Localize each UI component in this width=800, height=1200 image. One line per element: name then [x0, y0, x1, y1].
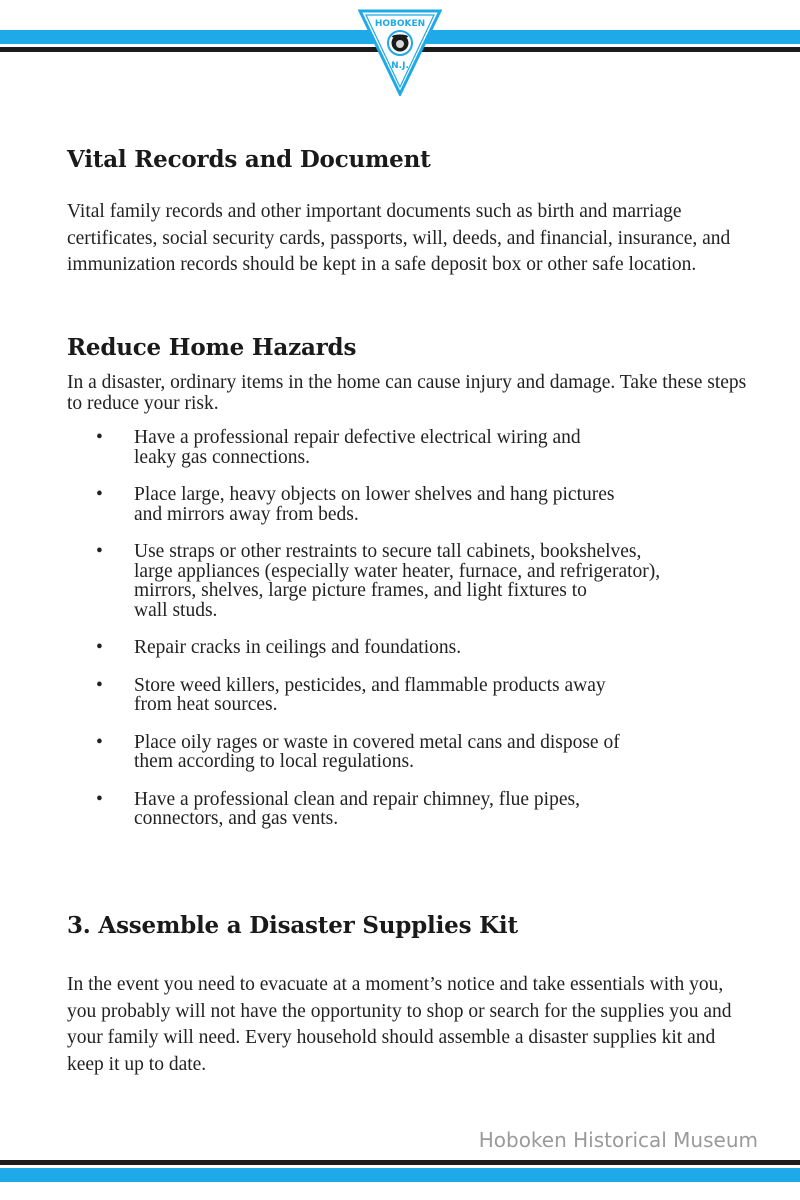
list-item-line: them according to local regulations. [134, 751, 414, 772]
bottom-blue-stripe [0, 1168, 800, 1182]
list-item-line: large appliances (especially water heater, furnace, and refrigerator), [134, 560, 661, 582]
list-item-line: mirrors, shelves, large picture frames, and light fixtures to [134, 580, 587, 601]
home-hazards-heading: Reduce Home Hazards [67, 334, 357, 361]
bottom-dark-stripe [0, 1160, 800, 1165]
bullet-icon: • [96, 788, 103, 810]
list-item-line: Place large, heavy objects on lower shelves and hang pictures [134, 484, 615, 505]
list-item-line: Have a professional clean and repair chimney, flue pipes, [134, 788, 580, 810]
bullet-icon: • [96, 427, 103, 448]
museum-watermark: Hoboken Historical Museum [478, 1128, 758, 1152]
logo-top-text: HOBOKEN [374, 19, 426, 29]
supplies-kit-paragraph: In the event you need to evacuate at a moment’s notice and take essentials with you, you probably will not have the opportunity to shop or search for the supplies you and your family will need. Every household should assemble a disaster supplies kit and keep it up to date. [67, 974, 732, 1075]
list-item-line: Repair cracks in ceilings and foundations. [134, 637, 462, 658]
bullet-icon: • [96, 731, 103, 753]
list-item-line: connectors, and gas vents. [134, 808, 339, 829]
list-item [96, 733, 746, 772]
supplies-kit-heading: 3. Assemble a Disaster Supplies Kit [67, 912, 518, 939]
hoboken-nj-logo [358, 8, 442, 96]
list-item-line: and mirrors away from beds. [134, 503, 359, 525]
list-item [96, 428, 746, 467]
list-item [96, 676, 746, 715]
list-item-line: Use straps or other restraints to secure tall cabinets, bookshelves, [134, 541, 642, 562]
hazard-bullet-list [96, 428, 746, 847]
list-item-line: from heat sources. [134, 694, 278, 715]
list-item-line: Store weed killers, pesticides, and flammable products away [134, 674, 606, 696]
list-item [96, 542, 746, 620]
bullet-icon: • [96, 674, 103, 696]
list-item-line: Place oily rages or waste in covered metal cans and dispose of [134, 731, 620, 753]
list-item [96, 790, 746, 829]
logo-bottom-text: N.J. [391, 61, 409, 71]
list-item [96, 638, 746, 658]
vital-records-heading: Vital Records and Document [67, 146, 431, 173]
list-item-line: wall studs. [134, 599, 218, 621]
list-item-line: leaky gas connections. [134, 446, 310, 468]
list-item-line: Have a professional repair defective electrical wiring and [134, 427, 581, 448]
home-hazards-intro: In a disaster, ordinary items in the home can cause injury and damage. Take these steps to reduce your risk. [67, 372, 747, 414]
list-item [96, 485, 746, 524]
bullet-icon: • [96, 541, 103, 562]
vital-records-paragraph: Vital family records and other important documents such as birth and marriage certificates, social security cards, passports, will, deeds, and financial, insurance, and immunization records should be kept in a safe deposit box or other safe location. [67, 201, 731, 275]
bullet-icon: • [96, 637, 103, 658]
bullet-icon: • [96, 484, 103, 505]
